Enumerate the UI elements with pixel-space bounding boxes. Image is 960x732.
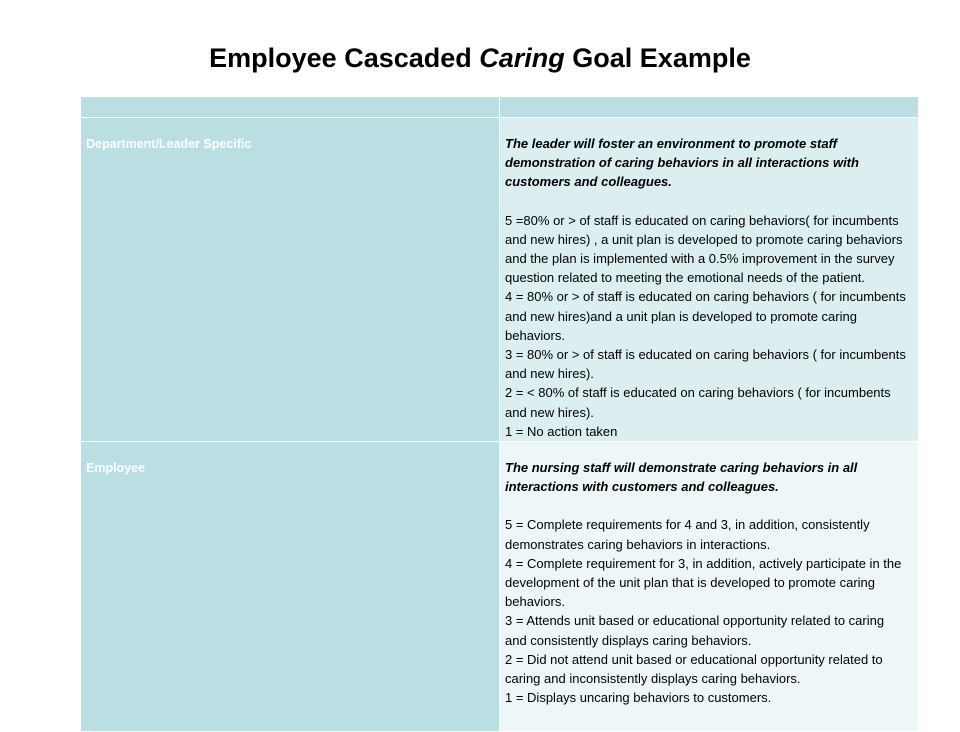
criterion-3: 3 = Attends unit based or educational opportunity related to caring and consistently displays caring behaviors. <box>505 613 885 648</box>
criterion-2: 2 = Did not attend unit based or educational opportunity related to caring and inconsistently displays caring behaviors. <box>505 651 883 687</box>
row-label: Employee <box>86 461 146 476</box>
title-after: Goal Example <box>564 43 751 73</box>
table-row-employee <box>81 442 919 732</box>
table-row-department <box>81 118 919 442</box>
criterion-1: 1 = No action taken <box>505 423 618 439</box>
criterion-4: 4 = 80% or > of staff is educated on caring behaviors ( for incumbents and new hires)and a unit plan is developed to promote caring behaviors. <box>505 289 906 343</box>
row-label-cell <box>81 442 500 732</box>
goal-statement: The leader will foster an environment to promote staff demonstration of caring behaviors in all interactions with customers and colleagues. <box>505 136 859 190</box>
row-label: Department/Leader Specific <box>86 137 252 151</box>
title-emphasis: Caring <box>479 43 565 73</box>
criterion-1: 1 = Displays uncaring behaviors to customers. <box>505 690 772 706</box>
goal-statement: The nursing staff will demonstrate caring behaviors in all interactions with customers and colleagues. <box>505 460 858 495</box>
title-before: Employee Cascaded <box>209 43 480 73</box>
criterion-4: 4 = Complete requirement for 3, in addition, actively participate in the development of the unit plan that is developed to promote caring behaviors. <box>505 555 902 610</box>
criterion-3: 3 = 80% or > of staff is educated on caring behaviors ( for incumbents and new hires). <box>505 347 906 382</box>
goal-table <box>80 96 919 732</box>
criterion-5: 5 =80% or > of staff is educated on caring behaviors( for incumbents and new hires) , a unit plan is developed to promote caring behaviors and the plan is implemented with a 0.5% improvement in the survey question related to meeting the emotional needs of the patient. <box>505 212 903 286</box>
table-header-row <box>81 97 919 118</box>
criterion-5: 5 = Complete requirements for 4 and 3, in addition, consistently demonstrates caring behaviors in interactions. <box>505 517 870 552</box>
page-title <box>0 40 960 76</box>
criterion-2: 2 = < 80% of staff is educated on caring behaviors ( for incumbents and new hires). <box>505 385 891 420</box>
table-header-cell-body <box>500 97 919 118</box>
row-body-cell <box>500 442 919 732</box>
row-body-cell <box>500 118 919 442</box>
row-label-cell <box>81 118 500 442</box>
table-header-cell-label <box>81 97 500 118</box>
